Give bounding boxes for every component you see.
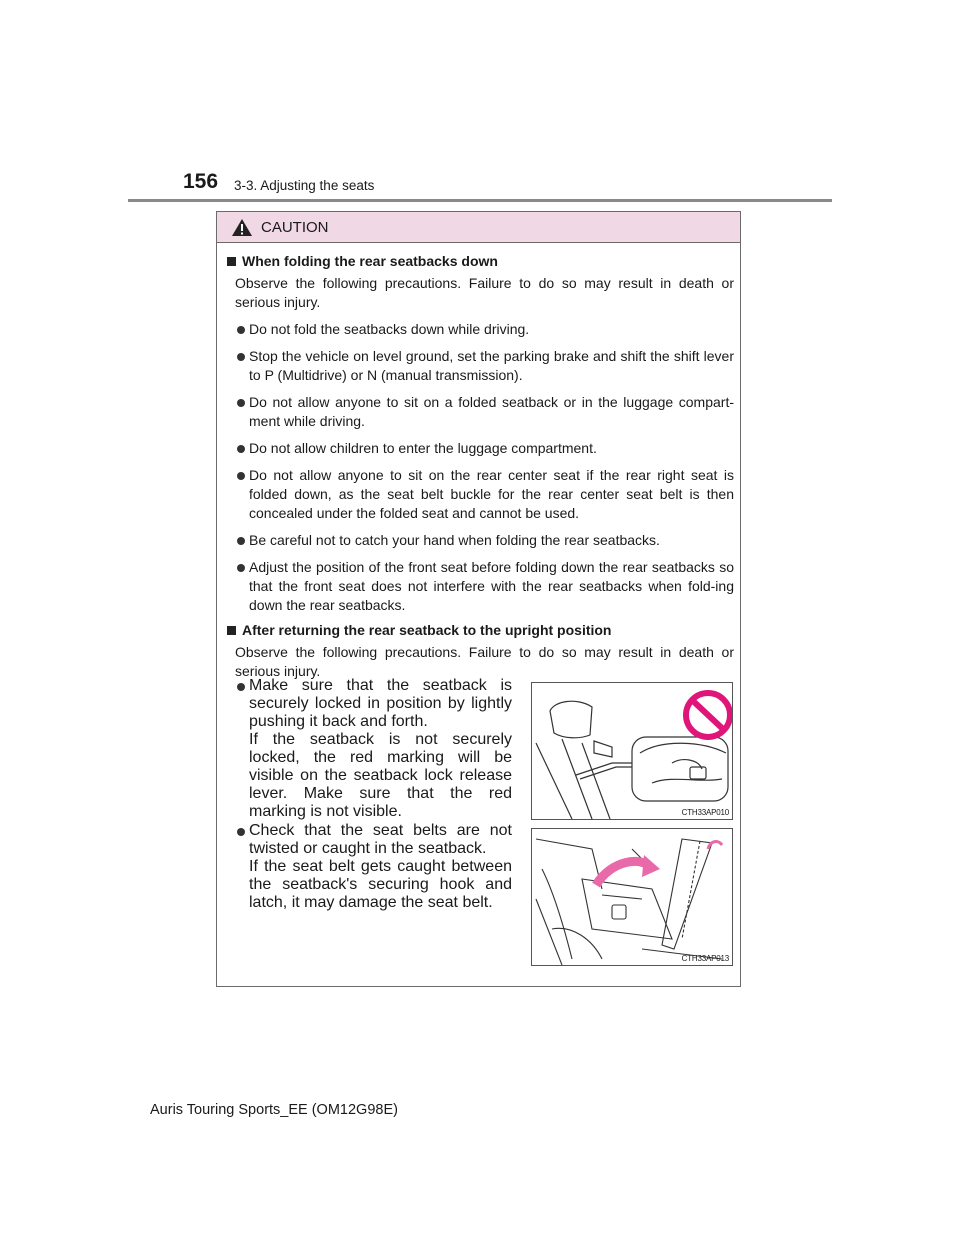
list-item: Do not allow anyone to sit on a folded seatback or in the luggage compart-ment while driving. [235, 393, 734, 431]
intro-text: Observe the following precautions. Failure to do so may result in death or serious injury. [235, 644, 734, 679]
heading-text: When folding the rear seatbacks down [242, 253, 498, 269]
warning-triangle-icon [231, 218, 253, 237]
bullet-dot-icon [237, 537, 245, 545]
header-rule [128, 199, 832, 202]
square-bullet-icon [227, 626, 236, 635]
bullet-dot-icon [237, 445, 245, 453]
list-item: Be careful not to catch your hand when folding the rear seatbacks. [235, 531, 734, 550]
caution-title: CAUTION [261, 218, 329, 236]
bullet-dot-icon [237, 828, 245, 836]
caution-header [217, 212, 740, 243]
bullet-dot-icon [237, 399, 245, 407]
figure-row-lock [225, 677, 734, 821]
intro-text: Observe the following precautions. Failure to do so may result in death or serious injury. [235, 275, 734, 310]
section-title: 3-3. Adjusting the seats [234, 178, 375, 193]
bullet-dot-icon [237, 564, 245, 572]
caution-box [216, 211, 741, 987]
list-item: Adjust the position of the front seat before folding down the rear seatbacks so that the front seat does not interfere with the rear seatbacks when fold-ing down the rear seatbacks. [235, 558, 734, 615]
bullet-dot-icon [237, 326, 245, 334]
bullet-dot-icon [237, 472, 245, 480]
figure-row-belt [225, 822, 734, 963]
bullet-dot-icon [237, 353, 245, 361]
footer-model: Auris Touring Sports_EE (OM12G98E) [150, 1102, 398, 1118]
list-item: Do not fold the seatbacks down while driving. [235, 320, 734, 339]
list-item: Stop the vehicle on level ground, set the parking brake and shift the shift lever to P (Multidrive) or N (manual transmission). [235, 347, 734, 385]
caution-content [225, 252, 734, 681]
seatbelt-illustration [532, 829, 732, 965]
section-heading-folding [225, 252, 734, 271]
page-number: 156 [183, 170, 219, 193]
list-item: Make sure that the seatback is securely locked in position by lightly pushing it back and forth. If the seatback is not securely locked, the red marking will be visible on the seatback lock release lever. Make sure that the red marking is not visible. [235, 677, 512, 821]
figure-code: CTH33AP013 [681, 954, 729, 963]
section-heading-upright [225, 621, 734, 640]
square-bullet-icon [227, 257, 236, 266]
list-item: Do not allow children to enter the luggage compartment. [235, 439, 734, 458]
seatback-lock-figure [531, 682, 733, 820]
list-item: Check that the seat belts are not twisted or caught in the seatback. If the seat belt gets caught between the seatback's securing hook and latch, it may damage the seat belt. [235, 822, 512, 912]
figure-code: CTH33AP010 [681, 808, 729, 817]
heading-text: After returning the rear seatback to the upright position [242, 622, 612, 638]
seatbelt-figure [531, 828, 733, 966]
bullet-dot-icon [237, 683, 245, 691]
list-item: Do not allow anyone to sit on the rear center seat if the rear right seat is folded down, as the seat belt buckle for the rear center seat belt is then concealed under the folded seat and cannot be used. [235, 466, 734, 523]
seatback-lock-illustration [532, 683, 732, 819]
